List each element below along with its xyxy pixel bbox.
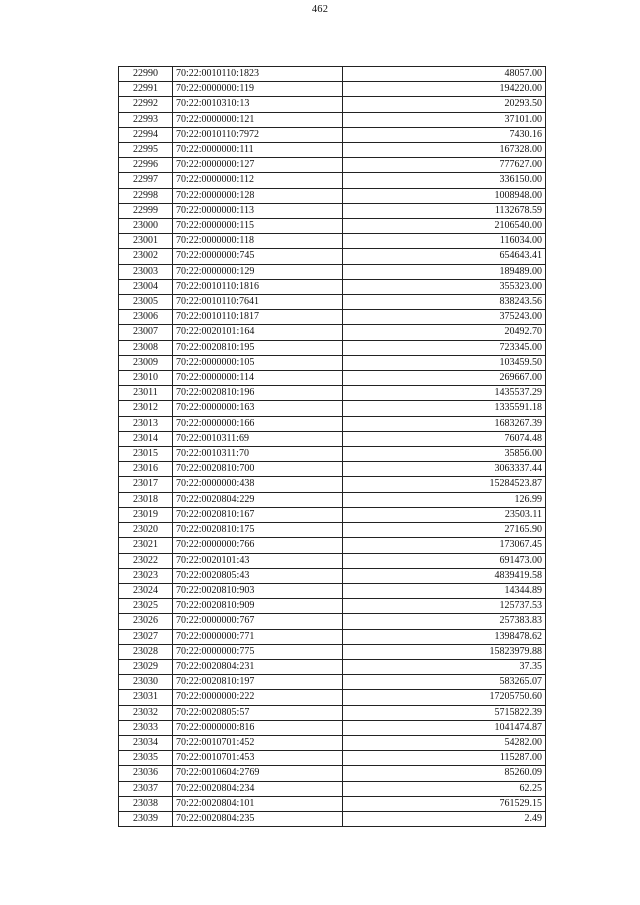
cadastral-number: 70:22:0010110:1816	[173, 279, 343, 294]
table-row	[119, 690, 546, 705]
cadastral-value: 189489.00	[343, 264, 546, 279]
cadastral-value: 17205750.60	[343, 690, 546, 705]
table-row	[119, 568, 546, 583]
cadastral-value: 103459.50	[343, 355, 546, 370]
table-row	[119, 462, 546, 477]
cadastral-number: 70:22:0000000:222	[173, 690, 343, 705]
cadastral-value: 62.25	[343, 781, 546, 796]
cadastral-number: 70:22:0000000:816	[173, 720, 343, 735]
cadastral-value: 1335591.18	[343, 401, 546, 416]
row-number: 23013	[119, 416, 173, 431]
cadastral-number: 70:22:0020805:43	[173, 568, 343, 583]
table-row	[119, 67, 546, 82]
table-row	[119, 219, 546, 234]
cadastral-number: 70:22:0020804:231	[173, 659, 343, 674]
table-row	[119, 279, 546, 294]
row-number: 23014	[119, 431, 173, 446]
cadastral-number: 70:22:0000000:114	[173, 371, 343, 386]
cadastral-value: 2.49	[343, 811, 546, 826]
cadastral-number: 70:22:0010701:453	[173, 751, 343, 766]
row-number: 23037	[119, 781, 173, 796]
table-row	[119, 659, 546, 674]
cadastral-value: 355323.00	[343, 279, 546, 294]
table-row	[119, 583, 546, 598]
cadastral-value: 257383.83	[343, 614, 546, 629]
row-number: 22995	[119, 143, 173, 158]
row-number: 23006	[119, 310, 173, 325]
table-row	[119, 203, 546, 218]
row-number: 23027	[119, 629, 173, 644]
row-number: 23035	[119, 751, 173, 766]
row-number: 23031	[119, 690, 173, 705]
cadastral-number: 70:22:0010110:7972	[173, 127, 343, 142]
table-row	[119, 371, 546, 386]
row-number: 23034	[119, 735, 173, 750]
row-number: 23026	[119, 614, 173, 629]
cadastral-number: 70:22:0020810:903	[173, 583, 343, 598]
table-row	[119, 538, 546, 553]
cadastral-number: 70:22:0000000:128	[173, 188, 343, 203]
row-number: 23000	[119, 219, 173, 234]
cadastral-value: 173067.45	[343, 538, 546, 553]
cadastral-value: 336150.00	[343, 173, 546, 188]
table-row	[119, 781, 546, 796]
cadastral-value: 1683267.39	[343, 416, 546, 431]
cadastral-value: 5715822.39	[343, 705, 546, 720]
table-row	[119, 310, 546, 325]
cadastral-value: 35856.00	[343, 447, 546, 462]
table-row	[119, 720, 546, 735]
table-row	[119, 507, 546, 522]
row-number: 22996	[119, 158, 173, 173]
cadastral-number: 70:22:0010311:70	[173, 447, 343, 462]
table-row	[119, 811, 546, 826]
table-row	[119, 249, 546, 264]
cadastral-number: 70:22:0010604:2769	[173, 766, 343, 781]
row-number: 22991	[119, 82, 173, 97]
cadastral-value-table	[118, 66, 546, 827]
row-number: 22997	[119, 173, 173, 188]
table-row	[119, 173, 546, 188]
table-body	[119, 67, 546, 827]
cadastral-number: 70:22:0020804:101	[173, 796, 343, 811]
row-number: 23003	[119, 264, 173, 279]
cadastral-number: 70:22:0010310:13	[173, 97, 343, 112]
cadastral-number: 70:22:0010701:452	[173, 735, 343, 750]
row-number: 23029	[119, 659, 173, 674]
cadastral-value: 15823979.88	[343, 644, 546, 659]
table-row	[119, 644, 546, 659]
cadastral-number: 70:22:0000000:121	[173, 112, 343, 127]
cadastral-value: 14344.89	[343, 583, 546, 598]
row-number: 23018	[119, 492, 173, 507]
table-row	[119, 112, 546, 127]
cadastral-value: 85260.09	[343, 766, 546, 781]
cadastral-value: 37101.00	[343, 112, 546, 127]
cadastral-value: 777627.00	[343, 158, 546, 173]
table-row	[119, 386, 546, 401]
cadastral-value: 269667.00	[343, 371, 546, 386]
cadastral-number: 70:22:0000000:129	[173, 264, 343, 279]
cadastral-number: 70:22:0020810:700	[173, 462, 343, 477]
row-number: 23016	[119, 462, 173, 477]
cadastral-number: 70:22:0000000:119	[173, 82, 343, 97]
cadastral-number: 70:22:0010311:69	[173, 431, 343, 446]
table-row	[119, 158, 546, 173]
cadastral-value: 4839419.58	[343, 568, 546, 583]
cadastral-number: 70:22:0000000:163	[173, 401, 343, 416]
row-number: 23024	[119, 583, 173, 598]
cadastral-number: 70:22:0000000:745	[173, 249, 343, 264]
cadastral-number: 70:22:0020805:57	[173, 705, 343, 720]
cadastral-value: 15284523.87	[343, 477, 546, 492]
cadastral-number: 70:22:0000000:771	[173, 629, 343, 644]
cadastral-number: 70:22:0020101:164	[173, 325, 343, 340]
cadastral-number: 70:22:0000000:118	[173, 234, 343, 249]
table-row	[119, 751, 546, 766]
table-row	[119, 416, 546, 431]
row-number: 22990	[119, 67, 173, 82]
cadastral-value: 194220.00	[343, 82, 546, 97]
cadastral-value: 375243.00	[343, 310, 546, 325]
cadastral-number: 70:22:0000000:105	[173, 355, 343, 370]
cadastral-number: 70:22:0000000:767	[173, 614, 343, 629]
cadastral-value: 7430.16	[343, 127, 546, 142]
row-number: 23019	[119, 507, 173, 522]
cadastral-value: 583265.07	[343, 675, 546, 690]
page-number: 462	[311, 4, 329, 15]
cadastral-value: 761529.15	[343, 796, 546, 811]
row-number: 23020	[119, 523, 173, 538]
table-row	[119, 735, 546, 750]
cadastral-number: 70:22:0010110:1817	[173, 310, 343, 325]
cadastral-number: 70:22:0020804:235	[173, 811, 343, 826]
row-number: 23036	[119, 766, 173, 781]
table-row	[119, 553, 546, 568]
table-row	[119, 340, 546, 355]
row-number: 23011	[119, 386, 173, 401]
cadastral-number: 70:22:0010110:7641	[173, 295, 343, 310]
table-row	[119, 401, 546, 416]
table-row	[119, 188, 546, 203]
row-number: 23030	[119, 675, 173, 690]
cadastral-value: 654643.41	[343, 249, 546, 264]
cadastral-value: 27165.90	[343, 523, 546, 538]
table-row	[119, 675, 546, 690]
cadastral-value: 3063337.44	[343, 462, 546, 477]
cadastral-number: 70:22:0000000:166	[173, 416, 343, 431]
table-row	[119, 523, 546, 538]
cadastral-value: 1435537.29	[343, 386, 546, 401]
row-number: 23015	[119, 447, 173, 462]
cadastral-value: 37.35	[343, 659, 546, 674]
table-row	[119, 629, 546, 644]
row-number: 23005	[119, 295, 173, 310]
row-number: 23007	[119, 325, 173, 340]
cadastral-number: 70:22:0000000:766	[173, 538, 343, 553]
row-number: 23038	[119, 796, 173, 811]
row-number: 23022	[119, 553, 173, 568]
cadastral-number: 70:22:0020810:909	[173, 599, 343, 614]
cadastral-value: 1041474.87	[343, 720, 546, 735]
table-row	[119, 127, 546, 142]
row-number: 23025	[119, 599, 173, 614]
row-number: 23023	[119, 568, 173, 583]
table-row	[119, 766, 546, 781]
cadastral-value: 115287.00	[343, 751, 546, 766]
cadastral-value: 126.99	[343, 492, 546, 507]
cadastral-number: 70:22:0020810:167	[173, 507, 343, 522]
cadastral-value: 76074.48	[343, 431, 546, 446]
cadastral-number: 70:22:0020804:229	[173, 492, 343, 507]
table-row	[119, 143, 546, 158]
cadastral-value: 723345.00	[343, 340, 546, 355]
row-number: 23002	[119, 249, 173, 264]
table-row	[119, 614, 546, 629]
row-number: 23004	[119, 279, 173, 294]
cadastral-number: 70:22:0000000:775	[173, 644, 343, 659]
cadastral-value: 20492.70	[343, 325, 546, 340]
cadastral-value: 54282.00	[343, 735, 546, 750]
row-number: 22992	[119, 97, 173, 112]
row-number: 23028	[119, 644, 173, 659]
row-number: 22998	[119, 188, 173, 203]
cadastral-value: 48057.00	[343, 67, 546, 82]
cadastral-value: 1132678.59	[343, 203, 546, 218]
table-row	[119, 796, 546, 811]
cadastral-value: 691473.00	[343, 553, 546, 568]
row-number: 23008	[119, 340, 173, 355]
row-number: 22994	[119, 127, 173, 142]
row-number: 23039	[119, 811, 173, 826]
cadastral-value: 838243.56	[343, 295, 546, 310]
row-number: 22999	[119, 203, 173, 218]
row-number: 23021	[119, 538, 173, 553]
table-row	[119, 295, 546, 310]
cadastral-value: 116034.00	[343, 234, 546, 249]
cadastral-number: 70:22:0020810:196	[173, 386, 343, 401]
table-row	[119, 97, 546, 112]
cadastral-number: 70:22:0020810:175	[173, 523, 343, 538]
cadastral-value: 20293.50	[343, 97, 546, 112]
row-number: 23009	[119, 355, 173, 370]
cadastral-value: 125737.53	[343, 599, 546, 614]
cadastral-value: 1008948.00	[343, 188, 546, 203]
table-row	[119, 325, 546, 340]
cadastral-number: 70:22:0000000:115	[173, 219, 343, 234]
cadastral-number: 70:22:0000000:111	[173, 143, 343, 158]
table-row	[119, 599, 546, 614]
cadastral-number: 70:22:0000000:112	[173, 173, 343, 188]
cadastral-number: 70:22:0020804:234	[173, 781, 343, 796]
cadastral-number: 70:22:0020101:43	[173, 553, 343, 568]
cadastral-number: 70:22:0000000:438	[173, 477, 343, 492]
table-row	[119, 492, 546, 507]
cadastral-number: 70:22:0010110:1823	[173, 67, 343, 82]
row-number: 23012	[119, 401, 173, 416]
cadastral-number: 70:22:0000000:127	[173, 158, 343, 173]
table-row	[119, 264, 546, 279]
cadastral-number: 70:22:0000000:113	[173, 203, 343, 218]
cadastral-value: 167328.00	[343, 143, 546, 158]
cadastral-value: 2106540.00	[343, 219, 546, 234]
table-row	[119, 234, 546, 249]
row-number: 23010	[119, 371, 173, 386]
table-row	[119, 447, 546, 462]
row-number: 23032	[119, 705, 173, 720]
row-number: 23001	[119, 234, 173, 249]
cadastral-number: 70:22:0020810:195	[173, 340, 343, 355]
row-number: 23033	[119, 720, 173, 735]
table-row	[119, 431, 546, 446]
table-row	[119, 705, 546, 720]
cadastral-value: 23503.11	[343, 507, 546, 522]
table-row	[119, 477, 546, 492]
cadastral-number: 70:22:0020810:197	[173, 675, 343, 690]
row-number: 22993	[119, 112, 173, 127]
cadastral-value: 1398478.62	[343, 629, 546, 644]
table-row	[119, 82, 546, 97]
row-number: 23017	[119, 477, 173, 492]
table-row	[119, 355, 546, 370]
